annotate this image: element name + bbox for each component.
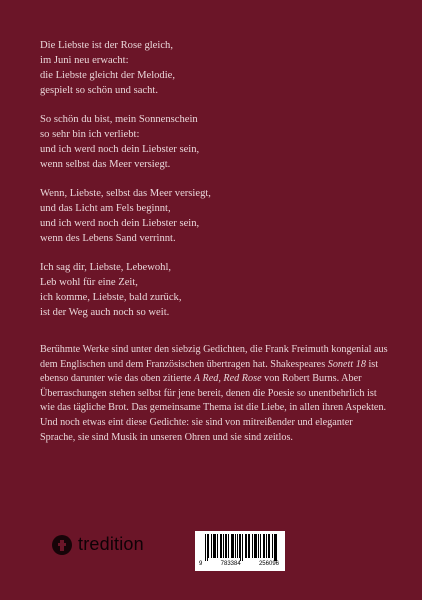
poem-line: und ich werd noch dein Liebster sein, (40, 218, 200, 229)
barcode-bars-icon (205, 534, 277, 561)
blurb-part: Berühmte Werke sind unter den siebzig Gedichten, die Frank Freimuth kongenial aus dem Englischen und dem Französischen übertragen hat. Shakespeares (40, 344, 388, 370)
poem-line: Leb wohl für eine Zeit, (40, 277, 138, 288)
barcode-group-1: 783384 (220, 561, 241, 567)
poem (40, 38, 380, 334)
poem-line: wenn des Lebens Sand verrinnt. (40, 233, 176, 244)
poem-line: wenn selbst das Meer versiegt. (40, 159, 171, 170)
poem-line: Die Liebste ist der Rose gleich, (40, 40, 173, 51)
poem-line: ich komme, Liebste, bald zurück, (40, 292, 182, 303)
poem-line: so sehr bin ich verliebt: (40, 129, 140, 140)
poem-stanza-3 (40, 186, 380, 246)
poem-stanza-4 (40, 260, 380, 320)
poem-line: Wenn, Liebste, selbst das Meer versiegt, (40, 188, 211, 199)
poem-stanza-1 (40, 38, 380, 98)
tredition-logo-icon (52, 535, 72, 555)
barcode-digits (199, 561, 285, 567)
poem-line: im Juni neu erwacht: (40, 55, 129, 66)
blurb-title-sonnet: Sonett 18 (327, 358, 366, 370)
barcode-group-2: 256096 (258, 561, 279, 567)
publisher-logo (52, 534, 144, 555)
poem-line: und das Licht am Fels beginnt, (40, 203, 171, 214)
poem-line: Ich sag dir, Liebste, Lebewohl, (40, 262, 172, 273)
poem-line: und ich werd noch dein Liebster sein, (40, 144, 200, 155)
blurb-title-red-rose: A Red, Red Rose (193, 373, 262, 385)
poem-line: gespielt so schön und sacht. (40, 85, 158, 96)
isbn-barcode (195, 531, 285, 571)
poem-line: So schön du bist, mein Sonnenschein (40, 114, 198, 125)
blurb-text (40, 343, 388, 445)
blurb-part: von Robert Burns. Aber Überraschungen stehen selbst für jene bereit, denen die Poesie so unentbehrlich ist wie das tägliche Brot. Das gemeinsame Thema ist die Liebe, in allen ihren Aspekten. Und noch etwas eint diese Gedichte: sie sind von mitreißender und eleganter Sprache, sie sind Musik in unseren Ohren und sie sind zeitlos. (40, 373, 387, 443)
blurb-part: ist ebenso darunter wie das oben zitierte (40, 358, 379, 385)
poem-line: die Liebste gleicht der Melodie, (40, 70, 176, 81)
barcode-lead-digit: 9 (199, 561, 203, 567)
poem-line: ist der Weg auch noch so weit. (40, 307, 170, 318)
poem-stanza-2 (40, 112, 380, 172)
publisher-name: tredition (78, 534, 144, 554)
